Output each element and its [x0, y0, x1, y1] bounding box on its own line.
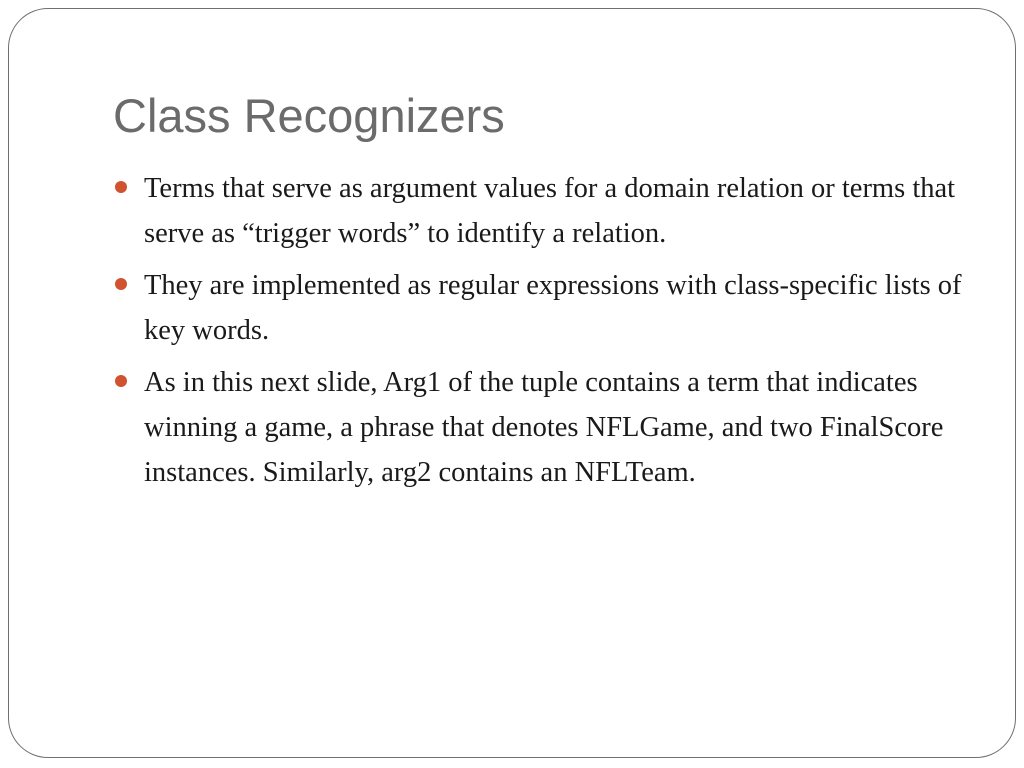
slide-title: Class Recognizers: [113, 89, 505, 142]
bullet-text: Terms that serve as argument values for a domain relation or terms that serve as “trigger words” to identify a relation.: [144, 173, 956, 249]
bullet-item: [113, 166, 963, 256]
bullet-item: [113, 360, 963, 495]
bullet-dot-icon: [115, 181, 127, 193]
bullet-dot-icon: [115, 375, 127, 387]
bullet-item: [113, 263, 963, 353]
bullet-text: As in this next slide, Arg1 of the tuple contains a term that indicates winning a game, a phrase that denotes NFLGame, and two FinalScore instances. Similarly, arg2 contains an NFLTeam.: [144, 367, 944, 488]
bullet-text: They are implemented as regular expressions with class-specific lists of key words.: [144, 270, 962, 346]
bullet-list: [113, 166, 963, 502]
bullet-dot-icon: [115, 278, 127, 290]
